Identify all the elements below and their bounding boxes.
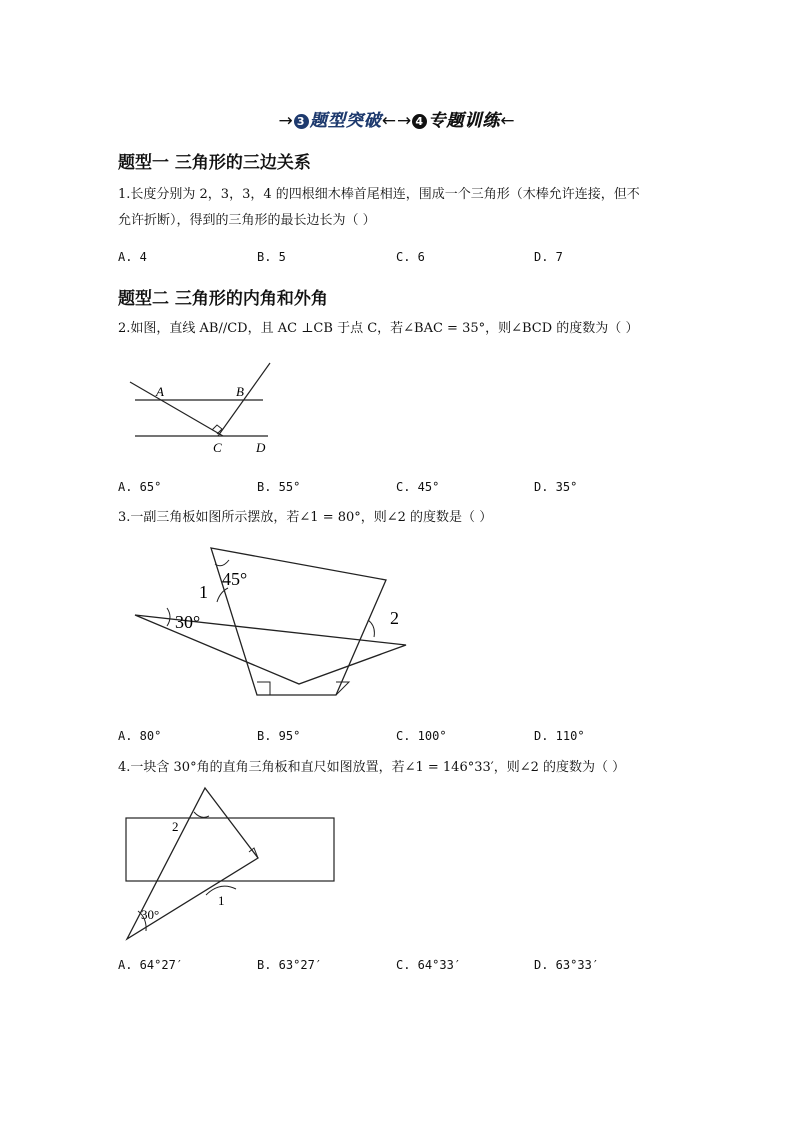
option-d[interactable]: D. 63°33′ [534, 958, 600, 972]
options-row [118, 729, 678, 749]
options-row [118, 480, 678, 500]
line-ac [130, 382, 223, 436]
angle-arc-2 [368, 620, 374, 637]
banner-label-training: 专题训练 [428, 111, 501, 131]
figure-parallel-lines [118, 355, 288, 460]
point-label-a: A [156, 384, 164, 399]
question-text: 4.一块含 30°角的直角三角板和直尺如图放置，若∠1 = 146°33′，则∠2 的度数为（ ） [118, 760, 626, 775]
option-b[interactable]: B. 55° [257, 480, 301, 494]
banner-label-breakthrough: 题型突破 [309, 111, 382, 131]
option-c[interactable]: C. 45° [396, 480, 440, 494]
banner-heading [0, 106, 794, 131]
banner-arrow: ← [500, 111, 516, 131]
option-b[interactable]: B. 95° [257, 729, 301, 743]
angle-arc-2 [194, 812, 209, 817]
banner-arrow: ←→ [381, 111, 413, 131]
option-d[interactable]: D. 35° [534, 480, 578, 494]
option-c[interactable]: C. 6 [396, 250, 425, 264]
question-text: 允许折断），得到的三角形的最长边长为（ ） [118, 213, 376, 228]
point-label-d: D [256, 440, 266, 455]
question-text: 2.如图，直线 AB//CD，且 AC ⊥CB 于点 C，若∠BAC = 35°，则∠BCD 的度数为（ ） [118, 321, 639, 336]
option-a[interactable]: A. 65° [118, 480, 162, 494]
angle-arc-45 [215, 560, 229, 566]
option-a[interactable]: A. 80° [118, 729, 162, 743]
angle-arc-30 [167, 608, 170, 626]
right-angle-mark [257, 682, 270, 695]
angle-label-1: 1 [199, 582, 208, 602]
section-title: 题型一 三角形的三边关系 [118, 153, 311, 173]
figure-triangle-set [118, 540, 418, 705]
question-text: 1.长度分别为 2，3，3，4 的四根细木棒首尾相连，围成一个三角形（木棒允许连接，但不 [118, 187, 640, 202]
option-a[interactable]: A. 64°27′ [118, 958, 184, 972]
ruler [126, 818, 334, 881]
options-row [118, 958, 678, 978]
question-2 [118, 316, 688, 342]
option-c[interactable]: C. 64°33′ [396, 958, 462, 972]
banner-number-badge: 3 [294, 114, 309, 129]
point-label-c: C [213, 440, 222, 455]
section-title: 题型二 三角形的内角和外角 [118, 289, 328, 309]
point-label-b: B [236, 384, 244, 399]
angle-label-2: 2 [172, 819, 179, 834]
option-d[interactable]: D. 110° [534, 729, 585, 743]
angle-label-1: 1 [218, 893, 225, 908]
angle-label-45: 45° [222, 569, 248, 589]
right-angle-mark [336, 682, 349, 695]
banner-arrow: → [278, 111, 294, 131]
question-1 [118, 182, 688, 234]
banner-number-badge: 4 [412, 114, 427, 129]
figure-triangle-ruler [118, 782, 348, 947]
angle-label-30: 30° [175, 612, 201, 632]
angle-label-30: 30° [141, 907, 160, 922]
option-c[interactable]: C. 100° [396, 729, 447, 743]
angle-label-2: 2 [390, 608, 399, 628]
question-3 [118, 505, 688, 531]
question-4 [118, 755, 688, 781]
option-d[interactable]: D. 7 [534, 250, 563, 264]
option-b[interactable]: B. 63°27′ [257, 958, 323, 972]
option-a[interactable]: A. 4 [118, 250, 147, 264]
options-row [118, 250, 678, 270]
option-b[interactable]: B. 5 [257, 250, 286, 264]
question-text: 3.一副三角板如图所示摆放，若∠1 = 80°，则∠2 的度数是（ ） [118, 510, 493, 525]
